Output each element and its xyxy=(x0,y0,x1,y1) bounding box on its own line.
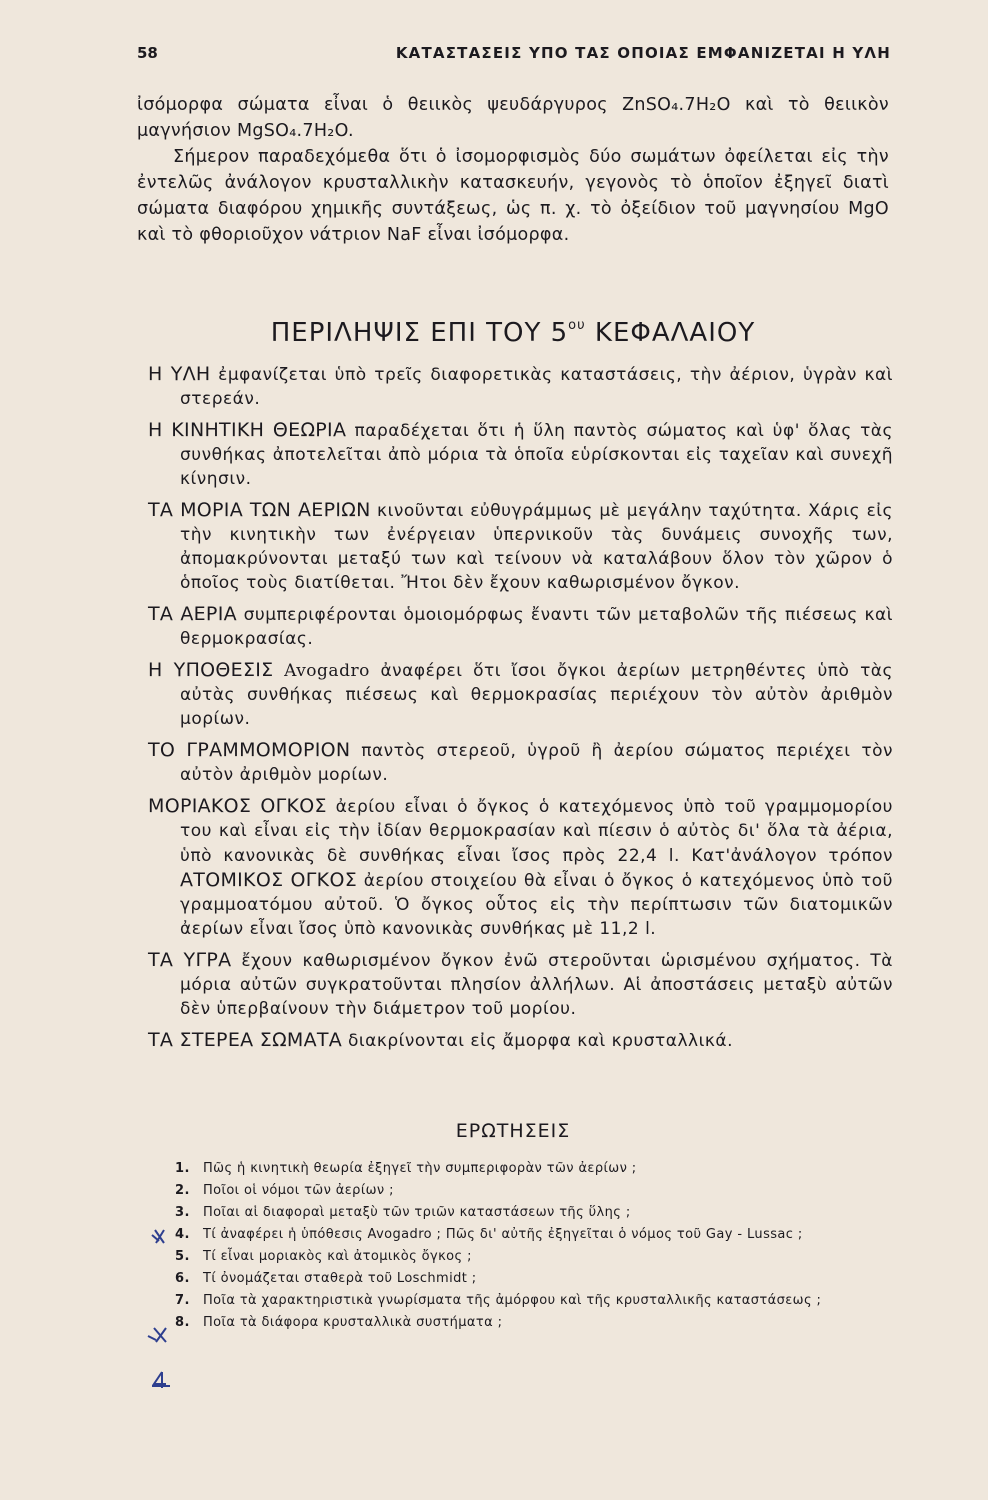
question-item xyxy=(175,1246,893,1268)
question-number: 3. xyxy=(175,1205,190,1220)
summary-term: ΤΟ ΓΡΑΜΜΟΜΟΡΙΟΝ xyxy=(148,739,351,761)
summary-entry xyxy=(148,498,893,595)
question-item xyxy=(175,1290,893,1312)
summary-entry xyxy=(148,658,893,731)
question-text: Ποῖα τὰ διάφορα κρυσταλλικὰ συστήματα ; xyxy=(203,1315,503,1330)
summary-text-2: ἀερίου στοιχείου θὰ εἶναι ὁ ὄγκος ὁ κατεχόμενος ὑπὸ τοῦ γραμμοατόμου αὐτοῦ. Ὁ ὄγκος οὗτος εἰς τὴν περίπτωσιν τῶν διατομικῶν ἀερίων εἶναι ἴσος ὑπὸ κανονικὰς συνθήκας μὲ 11,2 l. xyxy=(180,871,893,939)
summary-term: ΤΑ ΣΤΕΡΕΑ ΣΩΜΑΤΑ xyxy=(148,1029,343,1051)
page-number: 58 xyxy=(137,44,158,62)
summary-text: κινοῦνται εὐθυγράμμως μὲ μεγάλην ταχύτητα. Χάρις εἰς τὴν κινητικὴν των ἐνέργειαν ὑπερνικοῦν τὰς δυνάμεις συνοχῆς των, ἀπομακρύνονται μεταξύ των καὶ τείνουν νὰ καταλάβουν ὅλον τὸν χῶρον ὁ ὁποῖος τοὺς διατίθεται. Ἤτοι δὲν ἔχουν καθωρισμένον ὄγκον. xyxy=(180,501,893,593)
summary-term-2: ΑΤΟΜΙΚΟΣ ΟΓΚΟΣ xyxy=(180,869,357,891)
summary-term: Η ΥΠΟΘΕΣΙΣ xyxy=(148,659,274,681)
question-number: 8. xyxy=(175,1315,190,1330)
summary-heading-ordinal: ου xyxy=(568,318,586,334)
summary-text: παντὸς στερεοῦ, ὑγροῦ ἢ ἀερίου σώματος περιέχει τὸν αὐτὸν ἀριθμὸν μορίων. xyxy=(180,741,893,785)
handwritten-tick-mark xyxy=(150,1227,176,1245)
summary-term: ΤΑ ΜΟΡΙΑ ΤΩΝ ΑΕΡΙΩΝ xyxy=(148,499,371,521)
intro-paragraph-2: Σήμερον παραδεχόμεθα ὅτι ὁ ἰσομορφισμὸς δύο σωμάτων ὀφείλεται εἰς τὴν ἐντελῶς ἀνάλογον κρυσταλλικὴν κατασκευήν, γεγονὸς τὸ ὁποῖον ἐξηγεῖ διατὶ σώματα διαφόρου χημικῆς συντάξεως, ὡς π. χ. τὸ ὀξείδιον τοῦ μαγνησίου MgO καὶ τὸ φθοριοῦχον νάτριον NaF εἶναι ἰσόμορφα. xyxy=(137,147,889,245)
handwritten-tick-mark xyxy=(146,1326,174,1344)
summary-term: ΤΑ ΥΓΡΑ xyxy=(148,949,232,971)
running-title: ΚΑΤΑΣΤΑΣΕΙΣ ΥΠΟ ΤΑΣ ΟΠΟΙΑΣ ΕΜΦΑΝΙΖΕΤΑΙ Η ΥΛΗ xyxy=(395,44,891,62)
summary-entry xyxy=(148,738,893,787)
summary-text: παραδέχεται ὅτι ἡ ὕλη παντὸς σώματος καὶ ὑφ' ὅλας τὰς συνθήκας ἀποτελεῖται ἀπὸ μόρια τὰ ὁποῖα εὑρίσκονται εἰς ταχεῖαν καὶ συνεχῆ κίνησιν. xyxy=(180,421,893,489)
summary-entry xyxy=(148,1028,893,1053)
summary-heading-main: ΠΕΡΙΛΗΨΙΣ ΕΠΙ ΤΟΥ 5 xyxy=(270,318,569,348)
summary-term: ΤΑ ΑΕΡΙΑ xyxy=(148,603,237,625)
question-text: Πῶς ἡ κινητικὴ θεωρία ἐξηγεῖ τὴν συμπεριφορὰν τῶν ἀερίων ; xyxy=(203,1161,637,1176)
running-head xyxy=(137,44,891,62)
summary-entry xyxy=(148,794,893,941)
question-text: Τί ἀναφέρει ἡ ὑπόθεσις Avogadro ; Πῶς δι' αὐτῆς ἐξηγεῖται ὁ νόμος τοῦ Gay - Lussac ; xyxy=(203,1227,803,1242)
summary-entry xyxy=(148,948,893,1021)
summary-term: ΜΟΡΙΑΚΟΣ ΟΓΚΟΣ xyxy=(148,795,327,817)
question-number: 5. xyxy=(175,1249,190,1264)
summary-term: Η ΚΙΝΗΤΙΚΗ ΘΕΩΡΙΑ xyxy=(148,419,347,441)
summary-text: ἀναφέρει ὅτι ἴσοι ὄγκοι ἀερίων μετρηθέντες ὑπὸ τὰς αὐτὰς συνθήκας πιέσεως καὶ θερμοκρασίας περιέχουν τὸν αὐτὸν ἀριθμὸν μορίων. xyxy=(180,661,893,729)
summary-heading xyxy=(137,318,889,348)
question-item xyxy=(175,1202,893,1224)
summary-text: ἀερίου εἶναι ὁ ὄγκος ὁ κατεχόμενος ὑπὸ τοῦ γραμμομορίου του καὶ εἶναι εἰς τὴν ἰδίαν θερμοκρασίαν καὶ πίεσιν ὁ αὐτὸς δι' ὅλα τὰ ἀέρια, ὑπὸ κανονικὰς δὲ συνθήκας εἶναι ἴσος πρὸς 22,4 l. Κατ'ἀνάλογον τρόπον xyxy=(180,797,893,866)
summary-text: διακρίνονται εἰς ἄμορφα καὶ κρυσταλλικά. xyxy=(342,1031,734,1051)
summary-text: ἐμφανίζεται ὑπὸ τρεῖς διαφορετικὰς καταστάσεις, τὴν ἀέριον, ὑγρὰν καὶ στερεάν. xyxy=(180,365,894,409)
question-item xyxy=(175,1158,893,1180)
question-number: 7. xyxy=(175,1293,190,1308)
question-text: Ποῖοι οἱ νόμοι τῶν ἀερίων ; xyxy=(203,1183,394,1198)
intro-paragraph-1: ἰσόμορφα σώματα εἶναι ὁ θειικὸς ψευδάργυρος ZnSO₄.7H₂O καὶ τὸ θειικὸν μαγνήσιον MgSO₄.7H₂O. xyxy=(137,95,889,141)
questions-heading: ΕΡΩΤΗΣΕΙΣ xyxy=(455,1120,571,1142)
question-number: 4. xyxy=(175,1227,190,1242)
summary-entry xyxy=(148,602,893,651)
summary-list xyxy=(148,362,893,1060)
handwritten-tick-mark xyxy=(150,1368,174,1390)
questions-list xyxy=(175,1158,893,1334)
question-text: Ποῖαι αἱ διαφοραὶ μεταξὺ τῶν τριῶν καταστάσεων τῆς ὕλης ; xyxy=(203,1205,631,1220)
summary-entry xyxy=(148,418,893,491)
question-item xyxy=(175,1268,893,1290)
question-item xyxy=(175,1224,893,1246)
question-text: Ποῖα τὰ χαρακτηριστικὰ γνωρίσματα τῆς ἀμόρφου καὶ τῆς κρυσταλλικῆς καταστάσεως ; xyxy=(203,1293,822,1308)
summary-text: ἔχουν καθωρισμένον ὄγκον ἐνῶ στεροῦνται ὡρισμένου σχήματος. Τὰ μόρια αὐτῶν συγκρατοῦνται πλησίον ἀλλήλων. Αἱ ἀποστάσεις μεταξὺ αὐτῶν δὲν ὑπερβαίνουν τὴν διάμετρον τοῦ μορίου. xyxy=(180,951,894,1019)
question-number: 6. xyxy=(175,1271,190,1286)
summary-entry xyxy=(148,362,893,411)
question-text: Τί ὀνομάζεται σταθερὰ τοῦ Loschmidt ; xyxy=(203,1271,477,1286)
intro-text xyxy=(137,92,889,248)
summary-text: συμπεριφέρονται ὁμοιομόρφως ἔναντι τῶν μεταβολῶν τῆς πιέσεως καὶ θερμοκρασίας. xyxy=(180,605,894,649)
question-text: Τί εἶναι μοριακὸς καὶ ἀτομικὸς ὄγκος ; xyxy=(203,1249,472,1264)
question-number: 1. xyxy=(175,1161,190,1176)
question-item xyxy=(175,1312,893,1334)
summary-latin-name: Avogadro xyxy=(273,661,370,681)
question-number: 2. xyxy=(175,1183,190,1198)
question-item xyxy=(175,1180,893,1202)
summary-heading-end: ΚΕΦΑΛΑΙΟΥ xyxy=(585,318,756,348)
summary-term: Η ΥΛΗ xyxy=(148,363,211,385)
